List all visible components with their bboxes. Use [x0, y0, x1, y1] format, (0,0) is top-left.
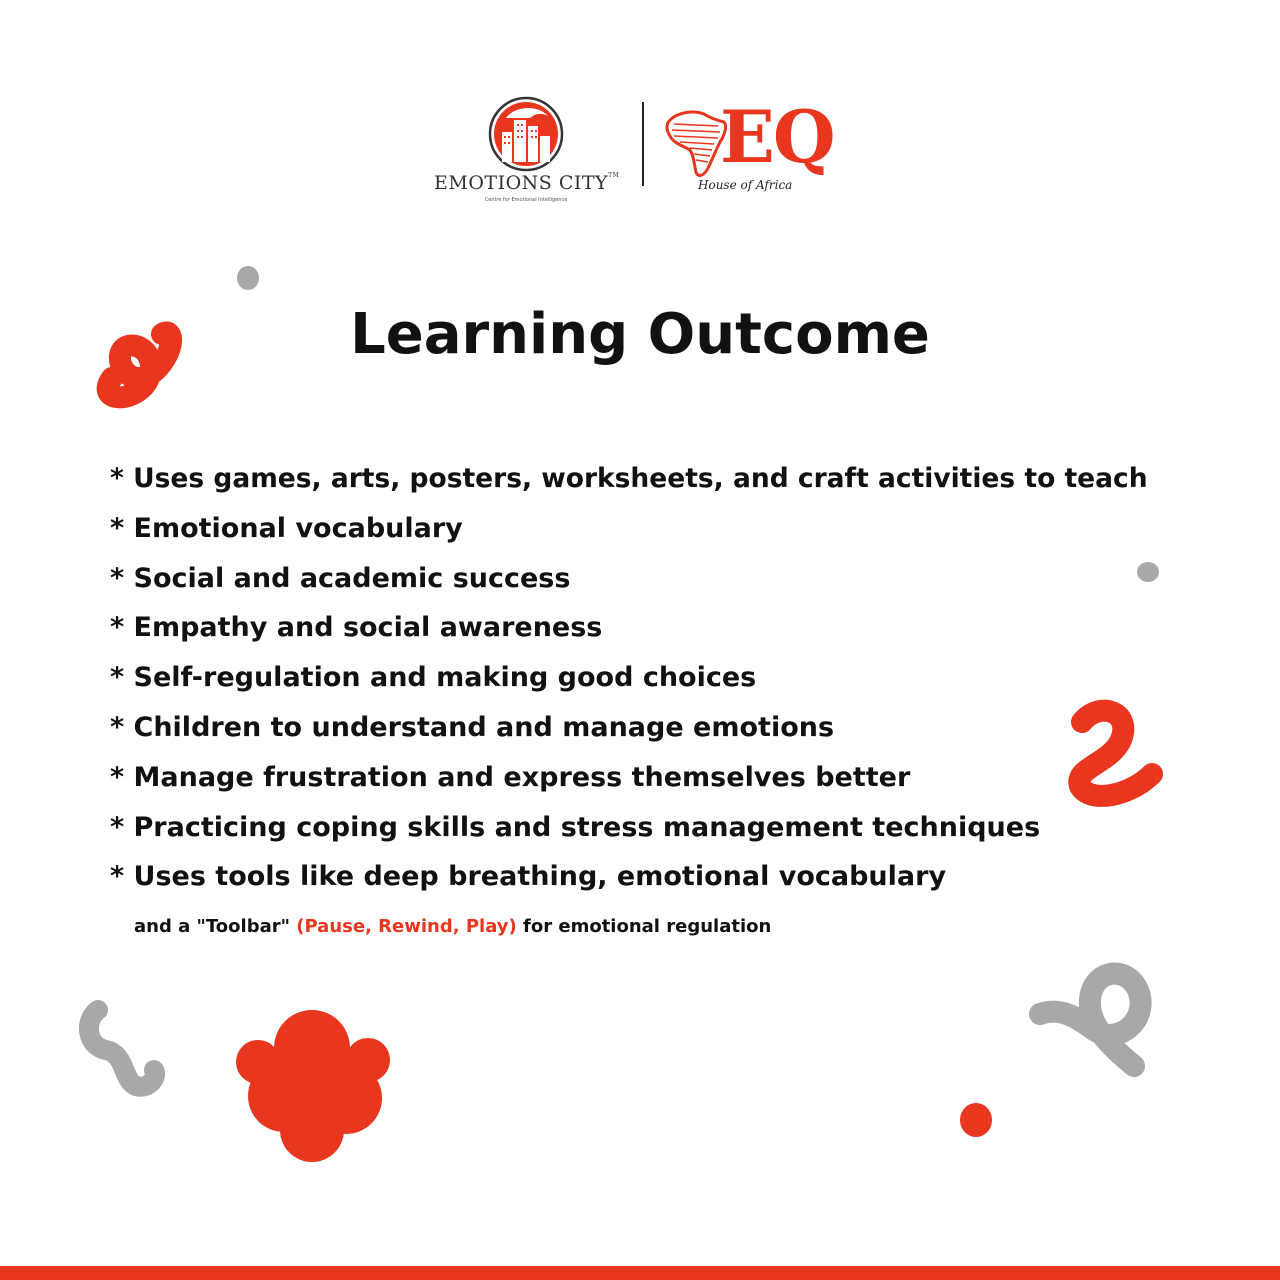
list-item: * Emotional vocabulary: [110, 512, 463, 544]
list-item: * Empathy and social awareness: [110, 612, 603, 644]
gray-dot: [237, 266, 259, 290]
emotions-city-wordmark: EMOTIONS CITY™: [434, 172, 620, 194]
continuation-text-end: for emotional regulation: [516, 916, 772, 938]
red-flower-blob: [236, 1010, 390, 1162]
list-item: * Social and academic success: [110, 562, 571, 594]
gray-squiggle-bottom-left: [89, 1010, 155, 1087]
emotions-city-tagline: Centre for Emotional Intelligence: [484, 197, 568, 203]
emotions-city-emblem: [434, 96, 618, 172]
list-item: * Children to understand and manage emotions: [110, 711, 835, 743]
eq-wordmark: EQ: [720, 94, 834, 179]
eq-subtitle: House of Africa: [698, 178, 793, 192]
page-title: Learning Outcome: [350, 302, 930, 367]
list-item: * Uses games, arts, posters, worksheets, and craft activities to teach: [110, 463, 1148, 494]
eq-house-of-africa-logo: [664, 94, 850, 200]
list-item: * Self-regulation and making good choices: [110, 662, 757, 694]
gray-loop-bottom-right: [1040, 974, 1141, 1066]
list-item-continuation: [110, 902, 1150, 952]
logo-divider: [642, 102, 644, 186]
header-logos: [0, 96, 1280, 216]
list-item: * Practicing coping skills and stress management techniques: [110, 811, 1041, 843]
bottom-accent-bar: [0, 1266, 1280, 1280]
list-item: * Manage frustration and express themselves better: [110, 761, 911, 793]
continuation-text: and a "Toolbar": [134, 916, 297, 938]
learning-outcomes-list: [110, 454, 1150, 952]
toolbar-highlight: (Pause, Rewind, Play): [296, 916, 517, 938]
list-item: * Uses tools like deep breathing, emotional vocabulary: [110, 861, 947, 893]
emotions-city-logo: [434, 96, 618, 211]
red-dot: [960, 1103, 992, 1137]
